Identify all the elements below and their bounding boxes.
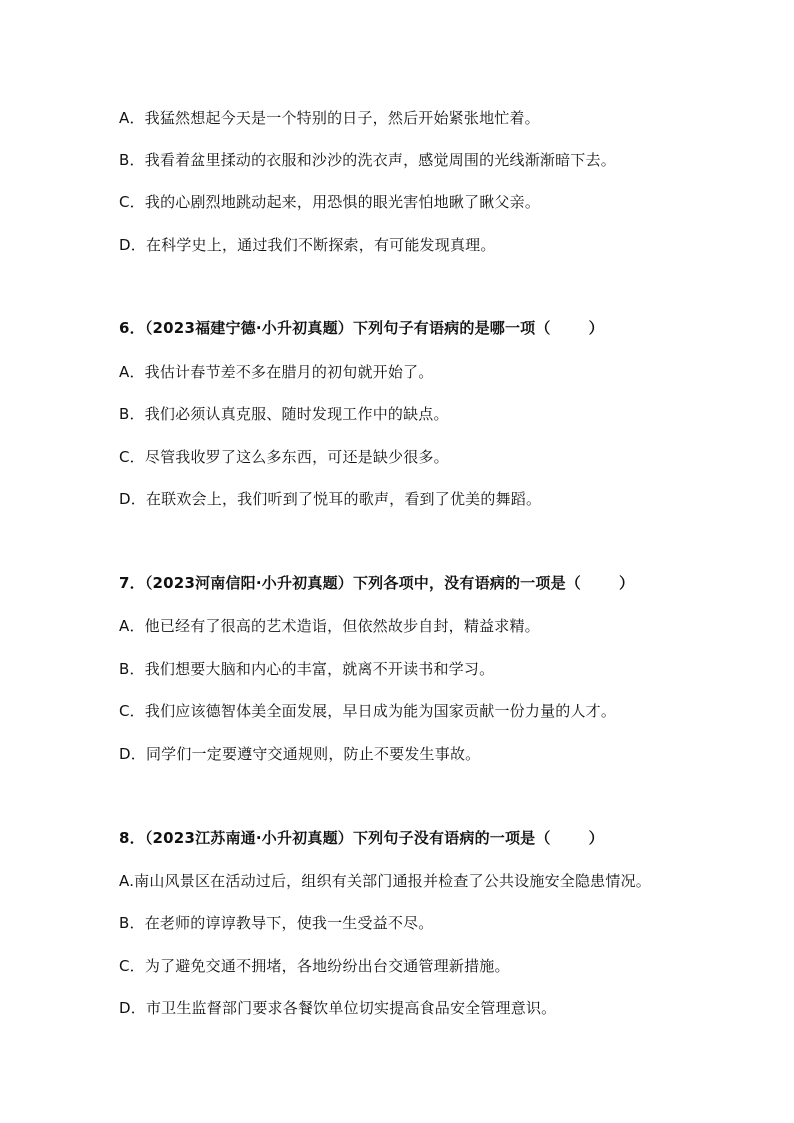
q6-option-d: D．在联欢会上，我们听到了悦耳的歌声，看到了优美的舞蹈。 — [119, 490, 542, 508]
q6-option-b: B．我们必须认真克服、随时发现工作中的缺点。 — [119, 405, 449, 423]
q8-option-c: C．为了避免交通不拥堵，各地纷纷出台交通管理新措施。 — [119, 957, 510, 975]
q8-option-a: A.南山风景区在活动过后，组织有关部门通报并检查了公共设施安全隐患情况。 — [119, 872, 651, 890]
q6-stem-close: ） — [588, 319, 604, 337]
q8-stem — [119, 828, 779, 848]
q5-option-d: D．在科学史上，通过我们不断探索，有可能发现真理。 — [119, 236, 496, 254]
q8-stem-close: ） — [588, 829, 604, 847]
q7-stem-text: 7．（2023河南信阳·小升初真题）下列各项中，没有语病的一项是（ — [119, 574, 581, 592]
q5-option-c: C．我的心剧烈地跳动起来，用恐惧的眼光害怕地瞅了瞅父亲。 — [119, 193, 541, 211]
q7-option-b: B．我们想要大脑和内心的丰富，就离不开读书和学习。 — [119, 660, 495, 678]
q7-option-c: C．我们应该德智体美全面发展，早日成为能为国家贡献一份力量的人才。 — [119, 702, 617, 720]
q8-option-b: B．在老师的谆谆教导下，使我一生受益不尽。 — [119, 914, 434, 932]
q5-option-a: A．我猛然想起今天是一个特别的日子，然后开始紧张地忙着。 — [119, 109, 540, 127]
q7-option-a: A．他已经有了很高的艺术造诣，但依然故步自封，精益求精。 — [119, 617, 540, 635]
q8-stem-text: 8．（2023江苏南通·小升初真题）下列句子没有语病的一项是（ — [119, 829, 551, 847]
q7-option-d: D．同学们一定要遵守交通规则，防止不要发生事故。 — [119, 745, 481, 763]
q7-stem — [119, 573, 779, 593]
q6-option-c: C．尽管我收罗了这么多东西，可还是缺少很多。 — [119, 448, 449, 466]
q7-stem-close: ） — [619, 574, 635, 592]
q6-option-a: A．我估计春节差不多在腊月的初旬就开始了。 — [119, 363, 434, 381]
q6-stem — [119, 318, 779, 338]
q5-option-b: B．我看着盆里揉动的衣服和沙沙的洗衣声，感觉周围的光线渐渐暗下去。 — [119, 151, 616, 169]
q8-option-d: D．市卫生监督部门要求各餐饮单位切实提高食品安全管理意识。 — [119, 999, 557, 1017]
q6-stem-text: 6．（2023福建宁德·小升初真题）下列句子有语病的是哪一项（ — [119, 319, 551, 337]
